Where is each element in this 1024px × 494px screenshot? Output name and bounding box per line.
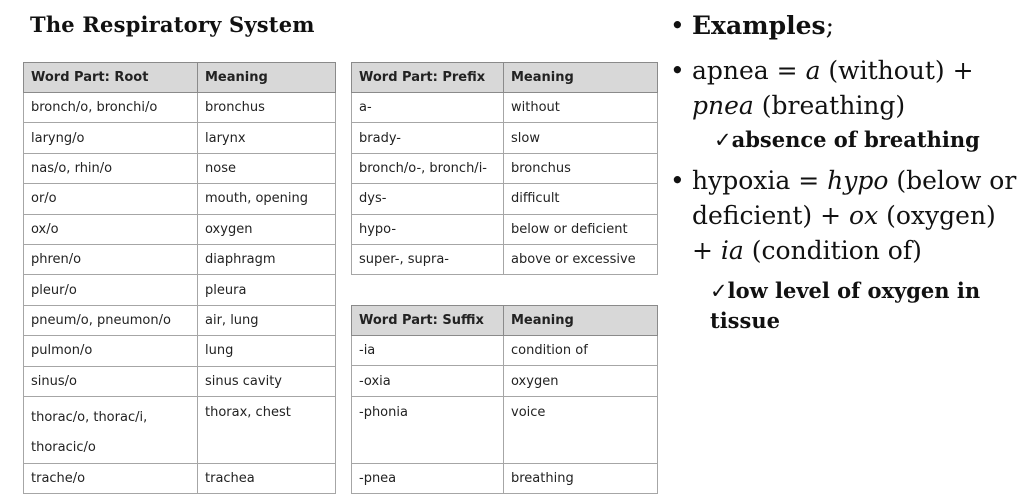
root-cell: ox/o	[24, 214, 198, 244]
root-cell: phren/o	[24, 244, 198, 274]
example-text: (below or deficient) +	[692, 166, 1017, 230]
prefix-cell: dys-	[352, 184, 504, 214]
prefix-cell: bronch/o-, bronch/i-	[352, 153, 504, 183]
prefix-cell: super-, supra-	[352, 244, 504, 274]
table-row	[352, 93, 658, 123]
table-row	[352, 214, 658, 244]
meaning-cell: above or excessive	[504, 244, 658, 274]
example-text: (oxygen) +	[692, 201, 996, 265]
column-header: Word Part: Prefix	[352, 63, 504, 93]
bullet-icon: •	[670, 11, 685, 40]
meaning-cell: without	[504, 93, 658, 123]
meaning-cell: diaphragm	[198, 244, 336, 274]
suffix-cell: -oxia	[352, 366, 504, 396]
meaning-cell: thorax, chest	[198, 396, 336, 463]
examples-heading-item	[668, 8, 1018, 43]
checkmark-icon: ✓	[710, 279, 728, 303]
column-header: Meaning	[504, 306, 658, 336]
table-row	[24, 366, 336, 396]
page-title: The Respiratory System	[30, 12, 315, 37]
column-header: Word Part: Root	[24, 63, 198, 93]
suffix-table	[351, 305, 658, 494]
table-header-row	[352, 63, 658, 93]
table-row	[24, 123, 336, 153]
column-header: Word Part: Suffix	[352, 306, 504, 336]
suffix-cell: -pnea	[352, 463, 504, 493]
table-row	[24, 184, 336, 214]
table-row	[352, 366, 658, 396]
meaning-cell: lung	[198, 336, 336, 366]
table-row	[24, 244, 336, 274]
suffix-cell: -ia	[352, 336, 504, 366]
root-cell: pneum/o, pneumon/o	[24, 305, 198, 335]
result-text: low level of oxygen in tissue	[710, 278, 981, 333]
meaning-cell: below or deficient	[504, 214, 658, 244]
bullet-icon: •	[670, 166, 685, 195]
prefix-cell: a-	[352, 93, 504, 123]
meaning-cell: difficult	[504, 184, 658, 214]
root-cell: or/o	[24, 184, 198, 214]
root-cell: pleur/o	[24, 275, 198, 305]
prefix-cell: hypo-	[352, 214, 504, 244]
meaning-cell: bronchus	[198, 93, 336, 123]
meaning-cell: larynx	[198, 123, 336, 153]
example-part: a	[805, 56, 821, 85]
meaning-cell: bronchus	[504, 153, 658, 183]
meaning-cell: breathing	[504, 463, 658, 493]
root-table	[23, 62, 336, 494]
table-row	[24, 305, 336, 335]
table-row	[352, 336, 658, 366]
table-row	[352, 184, 658, 214]
example-part: ia	[720, 236, 744, 265]
example-result	[668, 276, 1018, 336]
examples-panel	[668, 8, 1018, 336]
table-row	[24, 396, 336, 463]
table-row	[352, 244, 658, 274]
meaning-cell: voice	[504, 396, 658, 463]
examples-heading: Examples	[692, 11, 826, 40]
prefix-table	[351, 62, 658, 275]
example-part: hypo	[827, 166, 889, 195]
root-cell: pulmon/o	[24, 336, 198, 366]
example-word: apnea =	[692, 56, 806, 85]
root-cell: laryng/o	[24, 123, 198, 153]
root-cell: trache/o	[24, 463, 198, 493]
result-text: absence of breathing	[731, 127, 980, 152]
table-row	[24, 214, 336, 244]
column-header: Meaning	[198, 63, 336, 93]
meaning-cell: oxygen	[198, 214, 336, 244]
prefix-cell: brady-	[352, 123, 504, 153]
table-row	[352, 396, 658, 463]
table-row	[352, 153, 658, 183]
example-text: (breathing)	[753, 91, 906, 120]
table-row	[24, 153, 336, 183]
meaning-cell: pleura	[198, 275, 336, 305]
meaning-cell: mouth, opening	[198, 184, 336, 214]
table-row	[24, 93, 336, 123]
meaning-cell: sinus cavity	[198, 366, 336, 396]
meaning-cell: condition of	[504, 336, 658, 366]
table-row	[352, 123, 658, 153]
meaning-cell: air, lung	[198, 305, 336, 335]
examples-heading-punct: ;	[825, 11, 835, 40]
bullet-icon: •	[670, 56, 685, 85]
meaning-cell: trachea	[198, 463, 336, 493]
example-part: pnea	[692, 91, 754, 120]
table-row	[352, 463, 658, 493]
column-header: Meaning	[504, 63, 658, 93]
table-row	[24, 463, 336, 493]
example-text: (condition of)	[743, 236, 922, 265]
suffix-cell: -phonia	[352, 396, 504, 463]
example-part: ox	[849, 201, 879, 230]
table-header-row	[24, 63, 336, 93]
example-result	[668, 125, 1018, 155]
example-word: hypoxia =	[692, 166, 828, 195]
example-apnea	[668, 53, 1018, 123]
root-cell: thorac/o, thorac/i, thoracic/o	[24, 396, 198, 463]
checkmark-icon: ✓	[714, 128, 732, 152]
example-hypoxia	[668, 163, 1018, 268]
meaning-cell: oxygen	[504, 366, 658, 396]
example-text: (without) +	[820, 56, 974, 85]
meaning-cell: nose	[198, 153, 336, 183]
root-cell: nas/o, rhin/o	[24, 153, 198, 183]
table-header-row	[352, 306, 658, 336]
root-cell: sinus/o	[24, 366, 198, 396]
meaning-cell: slow	[504, 123, 658, 153]
table-row	[24, 275, 336, 305]
root-cell: bronch/o, bronchi/o	[24, 93, 198, 123]
table-row	[24, 336, 336, 366]
